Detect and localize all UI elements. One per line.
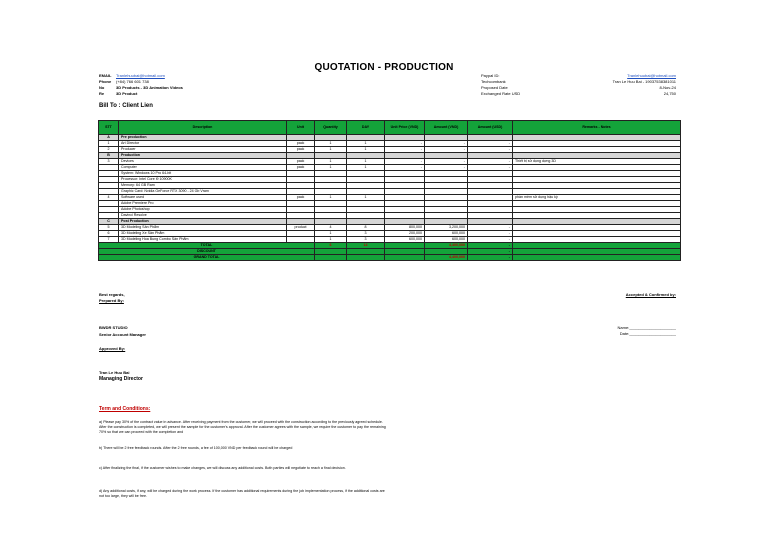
total-empty bbox=[385, 255, 425, 261]
accepted-confirmed: Accepted & Confirmed by: bbox=[625, 292, 676, 297]
total-amt: 4,400,000 bbox=[425, 255, 468, 261]
approver-name: Tran Le Huu Bai bbox=[99, 370, 130, 375]
col-unit: Unit bbox=[287, 121, 315, 135]
total-label: TOTAL bbox=[99, 243, 315, 249]
phone-value: (+84) 766 601 738 bbox=[116, 79, 149, 84]
cell-day: 1 bbox=[347, 165, 385, 171]
cell-qty: 1 bbox=[315, 147, 347, 153]
name-signature-line: Name:_____________________ bbox=[617, 325, 676, 330]
total-label: GRAND TOTAL bbox=[99, 255, 315, 261]
col-quantity: Quantity bbox=[315, 121, 347, 135]
col-description: Description bbox=[119, 121, 287, 135]
total-label: DISCOUNT bbox=[99, 249, 315, 255]
cell-price: 200,000 bbox=[385, 231, 425, 237]
cell-unit: product bbox=[287, 225, 315, 231]
total-usd: - bbox=[468, 249, 513, 255]
cell-desc: Pre production bbox=[119, 135, 287, 141]
re-value: 3D Product bbox=[116, 91, 138, 96]
cell-stt: 2 bbox=[99, 147, 119, 153]
cell-note: phần mềm sử dụng hậu kỳ bbox=[513, 195, 681, 201]
cell-amt: - bbox=[425, 165, 468, 171]
cell-price: 600,000 bbox=[385, 237, 425, 243]
contact-info bbox=[99, 73, 183, 97]
col-day: DAY bbox=[347, 121, 385, 135]
cell-qty: 1 bbox=[315, 195, 347, 201]
cell-desc: Production bbox=[119, 153, 287, 159]
col-amount-vnd: Amount (VND) bbox=[425, 121, 468, 135]
cell-desc: System: Windows 10 Pro 64-bit bbox=[119, 171, 287, 177]
total-usd: - bbox=[468, 255, 513, 261]
studio-name: BWDR STUDIO bbox=[99, 325, 128, 330]
total-empty bbox=[513, 255, 681, 261]
cell-stt: 7 bbox=[99, 237, 119, 243]
cell-unit: pack bbox=[287, 141, 315, 147]
prepared-by: Prepared By: bbox=[99, 298, 124, 303]
total-usd: - bbox=[468, 243, 513, 249]
cell-price: - bbox=[385, 147, 425, 153]
exchange-rate: 24,750 bbox=[663, 91, 676, 96]
total-qty: 6 bbox=[315, 243, 347, 249]
cell-price: - bbox=[385, 165, 425, 171]
total-day: 14 bbox=[347, 243, 385, 249]
term-c: c) After finalizing the final, if the customer wishes to make changes, we will discuss any additional costs. Both parties will negotiate to reach a final decision. bbox=[99, 466, 346, 470]
cell-day: 1 bbox=[347, 147, 385, 153]
quotation-table bbox=[98, 120, 681, 261]
cell-day: 3 bbox=[347, 237, 385, 243]
cell-usd: - bbox=[468, 165, 513, 171]
paypal-email-link[interactable]: Tranlehuubai@hotmail.com bbox=[627, 73, 676, 78]
paypal-label: Paypal ID: bbox=[481, 73, 500, 78]
cell-qty: 1 bbox=[315, 237, 347, 243]
cell-unit: pack bbox=[287, 195, 315, 201]
cell-amt: - bbox=[425, 159, 468, 165]
payment-labels bbox=[481, 73, 520, 97]
cell-day: 1 bbox=[347, 195, 385, 201]
cell-desc: Software used bbox=[119, 195, 287, 201]
col-remarks: Remarks - Notes bbox=[513, 121, 681, 135]
exchange-rate-label: Exchanged Rate USD bbox=[481, 91, 521, 96]
cell-qty: 4 bbox=[315, 225, 347, 231]
bill-to: Bill To : Client Lien bbox=[99, 103, 153, 109]
cell-desc: Producer bbox=[119, 147, 287, 153]
totals-row bbox=[99, 255, 681, 261]
cell-day: 1 bbox=[347, 159, 385, 165]
col-unit-price: Unit Price (VND) bbox=[385, 121, 425, 135]
cell-amt: 600,000 bbox=[425, 231, 468, 237]
cell-desc: 3D Modeling Sản Phẩm bbox=[119, 225, 287, 231]
cell-amt: 600,000 bbox=[425, 237, 468, 243]
cell-desc: 3D Modeling Xe Sản Phẩm bbox=[119, 231, 287, 237]
cell-desc: Computer bbox=[119, 165, 287, 171]
cell-stt: 1 bbox=[99, 141, 119, 147]
cell-stt: B bbox=[99, 153, 119, 159]
cell-price: 800,000 bbox=[385, 225, 425, 231]
term-b: b) There will be 2 free feedback rounds. After the 2 free rounds, a fee of 100,000 VND per feedback round will be charged bbox=[99, 446, 293, 450]
terms-heading: Term and Conditions: bbox=[99, 406, 151, 412]
cell-desc: Graphic Card: Nvidia GeForce RTX 3090 - 24 Gb Vram bbox=[119, 189, 287, 195]
cell-desc: Adobe Premiere Pro bbox=[119, 201, 287, 207]
proposed-date: 8-Nov-24 bbox=[659, 85, 676, 90]
studio-role: Senior Account Manager bbox=[99, 332, 146, 337]
proposed-date-label: Proposed Date bbox=[481, 85, 508, 90]
cell-qty: 1 bbox=[315, 141, 347, 147]
term-d: d) Any additional costs, if any, will be charged during the work process. If the customer has additional requirements during the job implementation process, if the additional costs are not too large, they will be free. bbox=[99, 489, 385, 498]
col-amount-usd: Amount (USD) bbox=[468, 121, 513, 135]
cell-usd: - bbox=[468, 231, 513, 237]
cell-qty: 1 bbox=[315, 159, 347, 165]
cell-usd: - bbox=[468, 141, 513, 147]
cell-stt: A bbox=[99, 135, 119, 141]
cell-desc: 3D Modeling Hoa Bung Combo Sản Phẩm bbox=[119, 237, 287, 243]
cell-usd: - bbox=[468, 159, 513, 165]
cell-desc: Adobe Photoshop bbox=[119, 207, 287, 213]
cell-price: - bbox=[385, 141, 425, 147]
phone-key: Phone bbox=[99, 79, 112, 84]
best-regards: Best regards, bbox=[99, 292, 125, 297]
cell-desc: Post Production bbox=[119, 219, 287, 225]
cell-amt: 3,200,000 bbox=[425, 225, 468, 231]
cell-day: 3 bbox=[347, 231, 385, 237]
bank-account: Tran Le Huu Bai - 19037538381011 bbox=[612, 79, 676, 84]
cell-note: Thiết bị sử dụng dựng 3D bbox=[513, 159, 681, 165]
cell-unit: pack bbox=[287, 159, 315, 165]
cell-stt: 3 bbox=[99, 159, 119, 165]
payment-values bbox=[560, 73, 676, 97]
email-key: EMAIL bbox=[99, 73, 112, 78]
table-header-row bbox=[99, 121, 681, 135]
approver-role: Managing Director bbox=[99, 376, 143, 382]
cell-usd: - bbox=[468, 147, 513, 153]
approved-by: Approved By: bbox=[99, 346, 126, 351]
page-title: QUOTATION - PRODUCTION bbox=[314, 62, 454, 73]
cell-desc: Art Director bbox=[119, 141, 287, 147]
cell-desc: Processor: Intel Core i9 10900K bbox=[119, 177, 287, 183]
cell-desc: Davinci Resolve bbox=[119, 213, 287, 219]
total-qty bbox=[315, 255, 347, 261]
term-a: a) Please pay 30% of the contract value in advance. After receiving payment from the customer, we will proceed with the construction according to the previously agreed schedule. After the construction is completed, we will present the sample for the customer's approval. After the customer agrees with the sample, we require the customer to pay the remaining 70% so that we can proceed with the completion and bbox=[99, 420, 386, 434]
cell-desc: Memory: 64 GB Ram bbox=[119, 183, 287, 189]
email-link[interactable]: Tranlehuubai@hotmail.com bbox=[116, 73, 165, 78]
re-key: Re bbox=[99, 91, 105, 96]
cell-unit: pack bbox=[287, 147, 315, 153]
cell-amt: - bbox=[425, 147, 468, 153]
bank-label: Techcombank bbox=[481, 79, 506, 84]
cell-stt: 4 bbox=[99, 195, 119, 201]
cell-day: 1 bbox=[347, 141, 385, 147]
date-signature-line: Date:_____________________ bbox=[619, 331, 676, 336]
cell-usd: - bbox=[468, 225, 513, 231]
cell-stt: 6 bbox=[99, 231, 119, 237]
cell-qty: 1 bbox=[315, 165, 347, 171]
no-key: No bbox=[99, 85, 105, 90]
cell-price: - bbox=[385, 159, 425, 165]
cell-stt: 5 bbox=[99, 225, 119, 231]
no-value: 3D Products - 3D Animation Videos bbox=[116, 85, 183, 90]
cell-stt: C bbox=[99, 219, 119, 225]
col-stt: STT bbox=[99, 121, 119, 135]
cell-desc: Devices bbox=[119, 159, 287, 165]
cell-usd: - bbox=[468, 237, 513, 243]
total-day bbox=[347, 255, 385, 261]
cell-amt: - bbox=[425, 141, 468, 147]
total-amt: 4,400,000 bbox=[425, 243, 468, 249]
cell-qty: 1 bbox=[315, 231, 347, 237]
cell-unit: pack bbox=[287, 165, 315, 171]
cell-day: 8 bbox=[347, 225, 385, 231]
